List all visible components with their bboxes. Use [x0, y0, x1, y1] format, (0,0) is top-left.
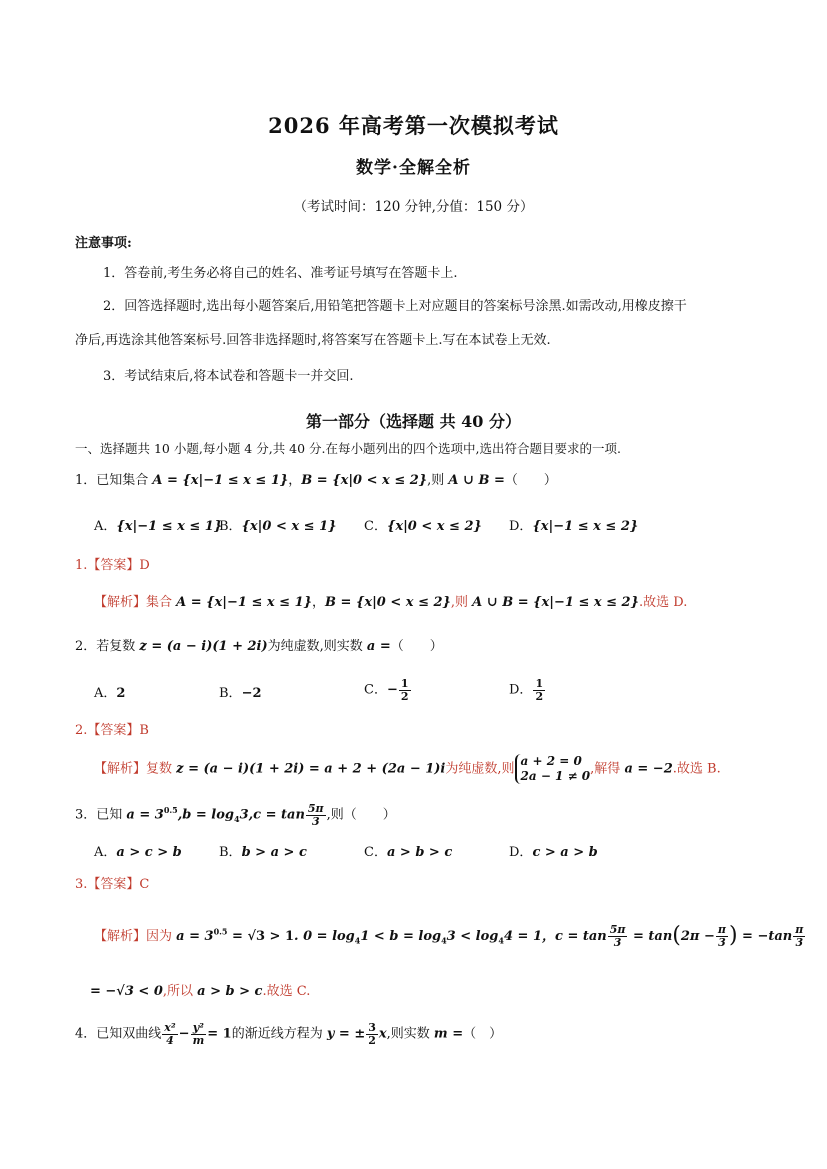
q3-line2-text: ,所以 [162, 984, 198, 999]
q3-option-a-text: a > c > b [116, 845, 182, 860]
q3-a2-rest3: 4 = 1 [503, 928, 542, 944]
q1-analysis-end: .故选 D. [638, 595, 688, 610]
q3-option-a [94, 845, 182, 862]
q2-analysis-tag: 【解析】 [94, 761, 147, 777]
question-2-stem [75, 639, 443, 656]
q4-frac-y [191, 1022, 207, 1046]
q3-a3-den: 3 [613, 935, 622, 949]
q3-a3-frac2 [716, 924, 728, 948]
q3-a2-rest2: 3 < log [446, 928, 499, 944]
q2-option-a [94, 686, 125, 703]
q2-option-a-text: 2 [116, 686, 126, 701]
notice-item-2a: 2．回答选择题时,选出每小题答案后,用铅笔把答题卡上对应题目的答案标号涂黑.如需改动,用橡皮擦干 [103, 299, 687, 314]
q1-option-a-text: {x|−1 ≤ x ≤ 1} [116, 519, 223, 534]
q3-line2-end: .故选 C. [262, 984, 311, 999]
q4-f3-den: 2 [368, 1033, 376, 1047]
question-4-stem [75, 1022, 502, 1046]
q1-option-d [509, 519, 638, 536]
q2-option-c [364, 678, 412, 702]
q2-var: a = [366, 639, 391, 654]
q3-analysis-line2 [90, 984, 310, 1001]
q4-f1-den: 4 [166, 1033, 174, 1047]
q3-a3-den2: 3 [718, 935, 726, 949]
q4-prefix: 4．已知双曲线 [75, 1026, 162, 1042]
q4-mid: 的渐近线方程为 [231, 1026, 327, 1042]
q3-line2-result: a > b > c [197, 984, 263, 999]
q2-sys-eq1: a + 2 = 0 [520, 754, 582, 768]
q3-frac [306, 803, 326, 827]
q1-analysis-set-b: B = {x|0 < x ≤ 2} [325, 595, 451, 610]
q1-option-a [94, 519, 222, 536]
q2-option-c-frac [399, 678, 411, 702]
q1-prefix: 1．已知集合 [75, 473, 153, 488]
q1-option-a-label: A． [94, 519, 117, 534]
q3-a2-rest: 1 < b = log [360, 928, 442, 944]
q2-option-d [509, 678, 546, 702]
q2-option-c-num: 1 [400, 677, 409, 690]
q3-frac-den: 3 [311, 814, 320, 828]
q3-a3: ，c = tan [542, 928, 607, 944]
q4-eq1: = 1 [207, 1026, 232, 1042]
q2-answer: 2.【答案】B [75, 723, 149, 738]
q3-line2-expr: = −√3 < 0 [90, 984, 163, 999]
q3-analysis-pre: 因为 [146, 928, 177, 944]
q2-option-d-num: 1 [535, 677, 544, 690]
q3-option-b [219, 845, 307, 862]
q1-analysis-sep: ， [312, 595, 326, 610]
q1-option-d-text: {x|−1 ≤ x ≤ 2} [532, 519, 639, 534]
q4-f2-num: y² [191, 1022, 207, 1035]
q2-option-d-label: D． [509, 682, 533, 698]
q3-answer: 3.【答案】C [75, 877, 150, 892]
exam-title: 2026 年高考第一次模拟考试 [268, 113, 559, 138]
q4-f3-num: 3 [368, 1021, 376, 1034]
q3-a2: . 0 = log [294, 928, 355, 944]
q3-a3-eq2: = −tan [737, 928, 793, 944]
q3-exp-a: 0.5 [163, 805, 178, 816]
q3-a1-exp: 0.5 [213, 926, 228, 937]
notice-heading: 注意事项: [75, 236, 132, 251]
q4-mid2: ,则实数 [386, 1026, 434, 1042]
q1-analysis-tag: 【解析】 [94, 595, 147, 610]
q4-asym-x: x [378, 1026, 387, 1042]
q1-answer: 1.【答案】D [75, 558, 150, 573]
q3-log-base: 4 [234, 814, 240, 825]
q2-mid: 为纯虚数,则实数 [267, 639, 367, 654]
q2-prefix: 2．若复数 [75, 639, 140, 654]
q4-var: m = [433, 1026, 464, 1042]
q3-expr-a: a = 3 [126, 807, 164, 823]
question-3-stem [75, 803, 396, 827]
q3-option-c [364, 845, 452, 862]
q3-a2-sub2: 4 [441, 935, 447, 946]
q1-analysis-pre: 集合 [146, 595, 177, 610]
q3-a1: a = 3 [176, 928, 214, 944]
q3-a3-in: 2π − [680, 928, 715, 944]
q1-analysis-set-a: A = {x|−1 ≤ x ≤ 1} [176, 595, 313, 610]
q3-a2-sub: 4 [354, 935, 361, 946]
q2-option-b-text: −2 [241, 686, 262, 701]
q3-option-b-text: b > a > c [241, 845, 307, 860]
q3-a3-den3: 3 [795, 935, 804, 949]
q1-option-c-text: {x|0 < x ≤ 2} [386, 519, 482, 534]
q2-sys-eq2: 2a − 1 ≠ 0 [520, 769, 591, 783]
q1-union: A ∪ B = [448, 473, 505, 488]
q2-option-a-label: A． [94, 686, 117, 701]
q1-sep: ， [288, 473, 302, 488]
exam-time-info: （考试时间：120 分钟,分值：150 分） [293, 199, 534, 215]
q1-option-b-label: B． [219, 519, 242, 534]
q1-option-c [364, 519, 482, 536]
q2-analysis [94, 754, 721, 784]
q1-option-b-text: {x|0 < x ≤ 1} [241, 519, 337, 534]
q3-option-d-text: c > a > b [532, 845, 598, 860]
q2-analysis-mid: 为纯虚数,则 [445, 761, 515, 777]
q2-analysis-val: a = −2 [624, 761, 673, 777]
notice-item-1: 1．答卷前,考生务必将自己的姓名、准考证号填写在答题卡上. [103, 266, 458, 281]
q3-option-d-label: D． [509, 845, 533, 860]
q3-option-c-text: a > b > c [386, 845, 453, 860]
q1-option-b [219, 519, 337, 536]
q2-option-c-label: C． [364, 682, 387, 698]
q1-paren: （ ） [504, 473, 557, 488]
q2-option-d-den: 2 [535, 689, 544, 703]
q2-option-d-frac [533, 678, 545, 702]
notice-item-2b: 净后,再选涂其他答案标号.回答非选择题时,将答案写在答题卡上.写在本试卷上无效. [75, 333, 551, 348]
q2-expr: z = (a − i)(1 + 2i) [139, 639, 268, 654]
q1-option-c-label: C． [364, 519, 387, 534]
q1-analysis-mid: ,则 [450, 595, 473, 610]
section-intro: 一、选择题共 10 小题,每小题 4 分,共 40 分.在每小题列出的四个选项中,选出符合题目要求的一项. [75, 441, 621, 456]
q3-expr-b2: 3,c = tan [239, 807, 305, 823]
q3-a3-num3: π [795, 923, 804, 937]
q2-analysis-end: .故选 B. [672, 761, 721, 777]
q2-analysis-expr: z = (a − i)(1 + 2i) = a + 2 + (2a − 1)i [176, 761, 446, 777]
q3-analysis-line1 [94, 922, 806, 951]
q2-option-c-sign: − [386, 682, 398, 698]
q3-a1-rest: = √3 > 1 [227, 928, 295, 944]
q3-a2-sub3: 4 [498, 935, 504, 946]
q1-set-a: A = {x|−1 ≤ x ≤ 1} [152, 473, 289, 488]
q4-f1-num: x² [164, 1021, 176, 1034]
q1-analysis [94, 595, 687, 612]
q2-analysis-pre: 复数 [146, 761, 177, 777]
section-title: 第一部分（选择题 共 40 分） [306, 412, 521, 431]
question-1-stem [75, 473, 557, 490]
q4-frac-x [162, 1022, 177, 1046]
q3-a3-num2: π [717, 923, 726, 937]
q3-analysis-tag: 【解析】 [94, 928, 147, 944]
q4-paren: （ ） [463, 1026, 503, 1042]
q3-option-a-label: A． [94, 845, 117, 860]
notice-item-3: 3．考试结束后,将本试卷和答题卡一并交回. [103, 369, 354, 384]
q4-f2-den: m [192, 1033, 205, 1047]
q1-analysis-result: A ∪ B = {x|−1 ≤ x ≤ 2} [472, 595, 639, 610]
q3-option-c-label: C． [364, 845, 387, 860]
q2-option-b-label: B． [219, 686, 242, 701]
q3-suffix: ,则（ ） [326, 807, 396, 823]
q3-option-b-label: B． [219, 845, 242, 860]
q4-asym: y = ± [326, 1026, 366, 1042]
q3-option-d [509, 845, 598, 862]
q2-paren: （ ） [390, 639, 443, 654]
q3-paren-open: ( [672, 923, 681, 948]
q4-frac-slope [366, 1022, 378, 1046]
q3-a3-num: 5π [609, 923, 626, 937]
q2-analysis-solve: ,解得 [590, 761, 625, 777]
exam-subtitle: 数学·全解全析 [356, 158, 471, 178]
q3-a3-frac3 [793, 924, 805, 948]
q3-a3-frac [608, 924, 628, 948]
q1-set-b: B = {x|0 < x ≤ 2} [301, 473, 428, 488]
q4-minus: − [178, 1026, 190, 1042]
q3-prefix: 3．已知 [75, 807, 127, 823]
q3-a3-eq: = tan [628, 928, 673, 944]
q3-expr-b: ,b = log [177, 807, 235, 823]
q1-suffix: ,则 [427, 473, 449, 488]
q2-analysis-system [515, 754, 591, 784]
q2-option-b [219, 686, 262, 703]
q2-option-c-den: 2 [400, 689, 409, 703]
q3-paren-close: ) [728, 923, 738, 948]
q1-option-d-label: D． [509, 519, 533, 534]
q3-frac-num: 5π [307, 802, 324, 815]
